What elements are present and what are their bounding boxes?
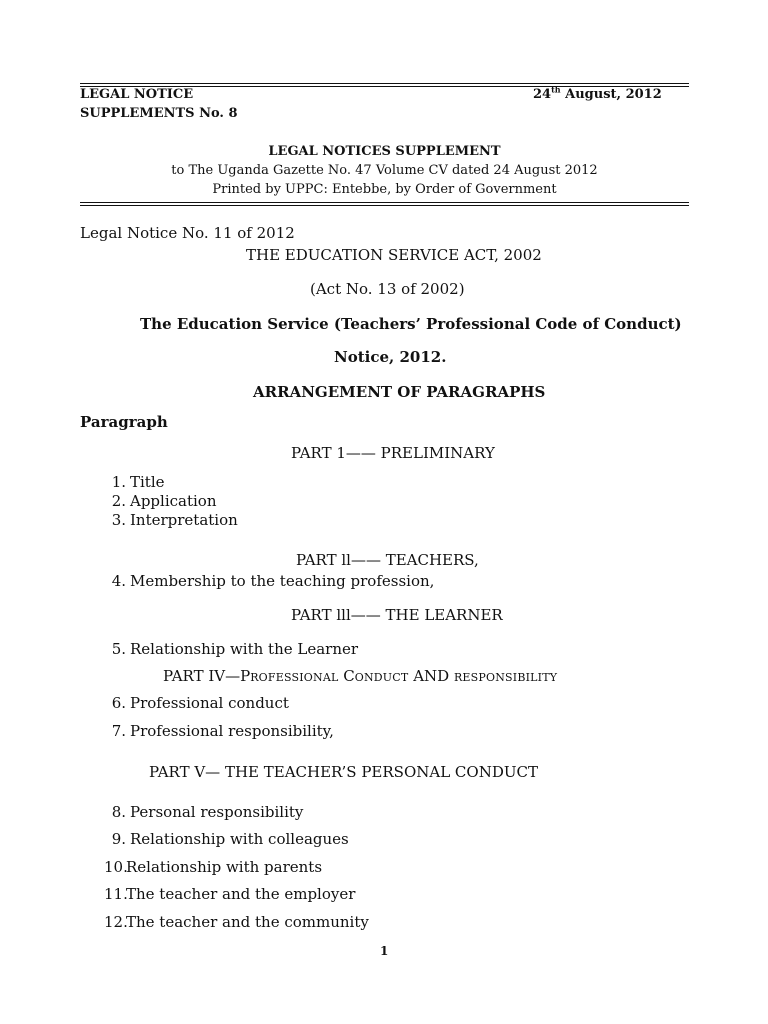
- list-item: [104, 511, 238, 529]
- item-number: 6.: [111, 694, 126, 712]
- part-4-c: C: [338, 667, 355, 685]
- date-suffix: th: [551, 84, 561, 95]
- part-4-onduct: ONDUCT: [354, 671, 409, 684]
- list-item: [104, 473, 165, 491]
- notice-title-line1: The Education Service (Teachers’ Professional Code of Conduct): [140, 315, 682, 333]
- item-label: Relationship with parents: [126, 858, 323, 876]
- list-item: [104, 858, 322, 876]
- item-label: Interpretation: [130, 511, 238, 529]
- item-number: 1.: [111, 473, 126, 491]
- part-3-heading: PART lll—— THE LEARNER: [291, 606, 503, 624]
- item-label: Personal responsibility: [130, 803, 304, 821]
- item-number: 8.: [111, 803, 126, 821]
- supplement-number: SUPPLEMENTS No. 8: [80, 106, 238, 121]
- item-label: Membership to the teaching profession,: [130, 572, 435, 590]
- part-2-heading: PART ll—— TEACHERS,: [296, 551, 479, 569]
- list-item: [104, 572, 434, 590]
- part-4-p: P: [240, 667, 251, 685]
- part-4-and: AND: [408, 667, 454, 685]
- item-number: 11.: [104, 885, 128, 903]
- item-number: 7.: [111, 722, 126, 740]
- gazette-line: to The Uganda Gazette No. 47 Volume CV dated 24 August 2012: [171, 163, 598, 178]
- item-label: Relationship with the Learner: [130, 640, 359, 658]
- supplement-title: LEGAL NOTICES SUPPLEMENT: [268, 144, 501, 159]
- item-label: Relationship with colleagues: [130, 830, 349, 848]
- item-number: 12.: [104, 913, 128, 931]
- paragraph-label: Paragraph: [80, 413, 168, 431]
- item-label: Professional responsibility,: [130, 722, 334, 740]
- list-item: [104, 640, 358, 658]
- item-label: Application: [130, 492, 217, 510]
- date-rest: August, 2012: [560, 87, 662, 102]
- part-4-responsibility: RESPONSIBILITY: [453, 671, 558, 684]
- printed-by-line: Printed by UPPC: Entebbe, by Order of Government: [212, 182, 557, 197]
- page-number: 1: [380, 944, 389, 958]
- item-number: 9.: [111, 830, 126, 848]
- item-number: 4.: [111, 572, 126, 590]
- list-item: [104, 830, 349, 848]
- item-label: Professional conduct: [130, 694, 289, 712]
- item-label: The teacher and the employer: [126, 885, 356, 903]
- arrangement-heading: ARRANGEMENT OF PARAGRAPHS: [253, 383, 546, 401]
- mid-rule-1: [80, 202, 689, 203]
- part-1-heading: PART 1—— PRELIMINARY: [291, 444, 495, 462]
- part-4-rofessional: ROFESSIONAL: [250, 671, 339, 684]
- legal-notice-label: LEGAL NOTICE: [80, 87, 194, 102]
- list-item: [104, 803, 303, 821]
- list-item: [104, 885, 355, 903]
- item-number: 3.: [111, 511, 126, 529]
- list-item: [104, 722, 334, 740]
- part-4-heading: [163, 667, 557, 685]
- item-label: Title: [130, 473, 165, 491]
- act-title: THE EDUCATION SERVICE ACT, 2002: [246, 246, 542, 264]
- notice-title-line2: Notice, 2012.: [334, 348, 447, 366]
- item-number: 10.: [104, 858, 128, 876]
- part-5-heading: PART V— THE TEACHER’S PERSONAL CONDUCT: [149, 763, 538, 781]
- list-item: [104, 694, 289, 712]
- list-item: [104, 913, 369, 931]
- list-item: [104, 492, 217, 510]
- item-number: 5.: [111, 640, 126, 658]
- part-4-prefix: PART IV—: [163, 667, 241, 685]
- mid-rule-2: [80, 205, 689, 206]
- header-date: [533, 84, 662, 102]
- top-rule-1: [80, 83, 689, 84]
- legal-notice-number: Legal Notice No. 11 of 2012: [80, 224, 295, 242]
- date-day: 24: [533, 87, 552, 102]
- item-label: The teacher and the community: [126, 913, 369, 931]
- act-number: (Act No. 13 of 2002): [310, 280, 465, 298]
- item-number: 2.: [111, 492, 126, 510]
